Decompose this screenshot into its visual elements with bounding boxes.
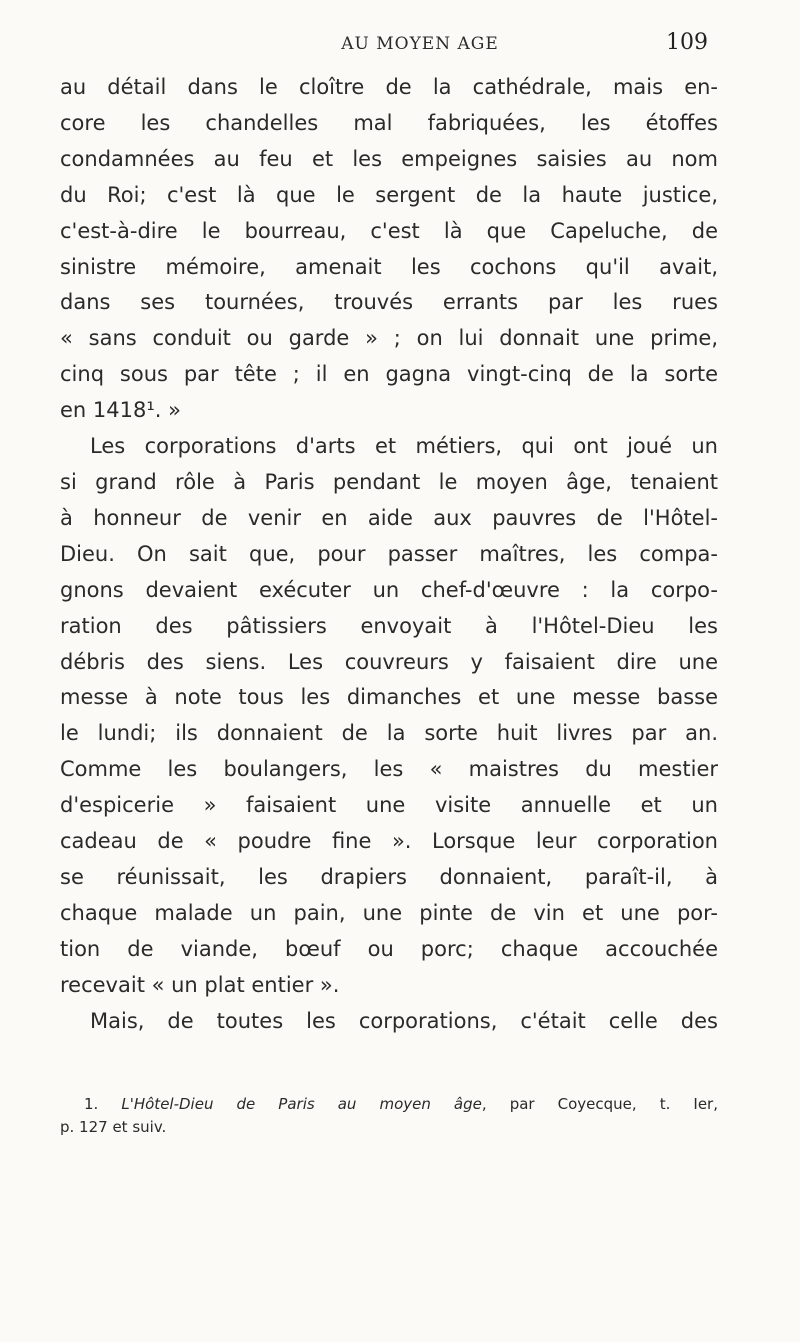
text-line: le lundi; ils donnaient de la sorte huit livres par an. bbox=[60, 721, 718, 746]
page-number: 109 bbox=[666, 30, 708, 55]
text-line: Comme les boulangers, les « maistres du mestier bbox=[60, 757, 718, 782]
footnotes bbox=[60, 1093, 718, 1139]
paragraph-start-line: Les corporations d'arts et métiers, qui ont joué un bbox=[90, 434, 718, 459]
text-line: se réunissait, les drapiers donnaient, paraît-il, à bbox=[60, 864, 718, 889]
text-line: d'espicerie » faisaient une visite annuelle et un bbox=[60, 793, 718, 818]
text-line: recevait « un plat entier ». bbox=[60, 972, 340, 997]
text-line: au détail dans le cloître de la cathédrale, mais en- bbox=[60, 75, 718, 99]
text-line: à honneur de venir en aide aux pauvres de l'Hôtel- bbox=[60, 505, 718, 530]
text-line: gnons devaient exécuter un chef-d'œuvre : la corpo- bbox=[60, 577, 718, 602]
text-line: du Roi; c'est là que le sergent de la haute justice, bbox=[60, 182, 718, 207]
footnote-citation: , par Coyecque, t. Ier, bbox=[481, 1095, 718, 1113]
paragraph-start-line: Mais, de toutes les corporations, c'était celle des bbox=[90, 1008, 718, 1033]
text-line: c'est-à-dire le bourreau, c'est là que Capeluche, de bbox=[60, 218, 718, 243]
running-title: AU MOYEN AGE bbox=[341, 34, 499, 54]
text-line: tion de viande, bœuf ou porc; chaque accouchée bbox=[60, 936, 718, 961]
text-line: chaque malade un pain, une pinte de vin et une por- bbox=[60, 900, 718, 925]
text-line: cinq sous par tête ; il en gagna vingt-cinq de la sorte bbox=[60, 362, 718, 387]
text-line: « sans conduit ou garde » ; on lui donnait une prime, bbox=[60, 326, 718, 351]
text-line: condamnées au feu et les empeignes saisies au nom bbox=[60, 146, 718, 171]
page-header bbox=[60, 30, 780, 60]
text-line: en 1418¹. » bbox=[60, 398, 181, 423]
text-line: core les chandelles mal fabriquées, les étoffes bbox=[60, 110, 718, 135]
body-text bbox=[60, 70, 718, 1039]
text-line: dans ses tournées, trouvés errants par les rues bbox=[60, 290, 718, 315]
footnote bbox=[60, 1093, 718, 1116]
footnote-title: L'Hôtel-Dieu de Paris au moyen âge bbox=[121, 1095, 482, 1113]
text-line: sinistre mémoire, amenait les cochons qu'il avait, bbox=[60, 254, 718, 279]
footnote-number: 1. bbox=[84, 1095, 99, 1113]
text-line: messe à note tous les dimanches et une messe basse bbox=[60, 685, 718, 710]
text-line: cadeau de « poudre fine ». Lorsque leur corporation bbox=[60, 829, 718, 854]
text-line: débris des siens. Les couvreurs y faisaient dire une bbox=[60, 649, 718, 674]
text-line: si grand rôle à Paris pendant le moyen âge, tenaient bbox=[60, 469, 718, 494]
text-line: ration des pâtissiers envoyait à l'Hôtel-Dieu les bbox=[60, 613, 718, 638]
text-line: Dieu. On sait que, pour passer maîtres, les compa- bbox=[60, 541, 718, 566]
footnote-continuation: p. 127 et suiv. bbox=[60, 1118, 167, 1136]
